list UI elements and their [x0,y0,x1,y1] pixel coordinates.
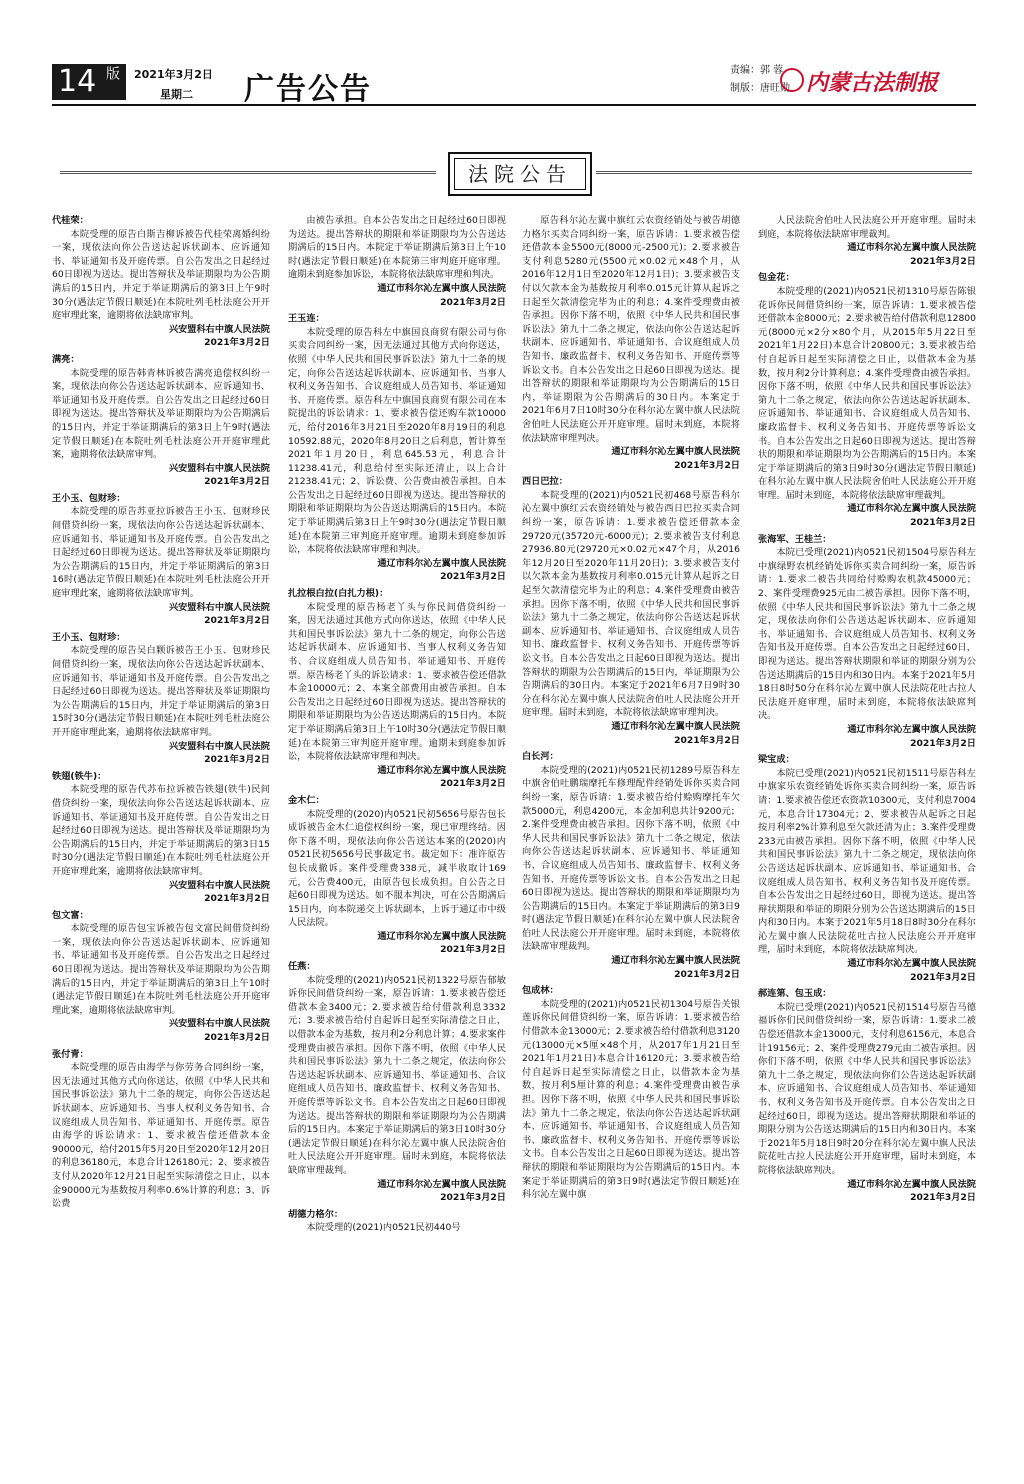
court-notice [52,909,270,1045]
notice-addressee: 包成林： [522,985,559,997]
editor: 责编：郭 蓉 [730,65,784,76]
court-notice [52,214,270,350]
column-2 [288,214,506,1476]
masthead-name: 内蒙古法制报 [806,70,939,96]
notice-body: 本院受理的(2021)内0521民初468号原告科尔沁左翼中旗红云农资经销处与被告西日巴拉买卖合同纠纷一案，原告诉请：1.要求被告偿还借款本金29720元(35720元-6000元)；2.要求被告支付利息27936.80元(29720元×0.02元×47个月，从2016年12月20日至2020年11月20日)；3.要求被告支付以欠款本金为基数按月利率0.015元计算从起诉之日起至欠款清偿完毕为止的利息；4.案件受理费由被告承担。因你下落不明，依照《中华人民共和国民事诉讼法》第九十二条之规定，依法向你公告送达起诉状副本、应诉通知书、举证通知书、合议庭组成人员告知书、廉政监督卡、权利义务告知书、开庭传票等诉讼文书。自本公告发出之日起60日即视为送达。提出答辩状的期限为公告期满后的15日内，举证期限为公告期满后的30日内。本案定于2021年6月7日9时30分在科尔沁左翼中旗人民法院舍伯吐人民法庭公开开庭审理。届时未到庭，本院将依法缺席审理判决。 [522,489,740,719]
court-notice [758,214,976,268]
notice-court: 通辽市科尔沁左翼中旗人民法院 [377,1178,506,1190]
banner-line-right [596,171,972,174]
page-number-box [52,64,126,100]
notice-date: 2021年3月2日 [910,517,976,529]
notice-court: 通辽市科尔沁左翼中旗人民法院 [847,1178,976,1190]
notice-date: 2021年3月2日 [910,737,976,749]
section-title: 广告公告 [244,72,372,107]
notice-court: 通辽市科尔沁左翼中旗人民法院 [847,958,976,970]
notice-date: 2021年3月2日 [440,571,506,583]
notice-date: 2021年3月2日 [440,944,506,956]
notice-court: 兴安盟科右中旗人民法院 [168,462,270,474]
notice-court: 通辽市科尔沁左翼中旗人民法院 [377,930,506,942]
notice-addressee: 满亮： [52,353,80,365]
notice-body: 本院受理的(2021)内0521民初440号 [306,1222,461,1234]
banner-title: 法院公告 [454,158,586,190]
notice-body: 本院受理的(2021)内0521民初1289号原告科左中旗舍伯吐鹏瑞摩托车修理配件经销处诉你买卖合同纠纷一案，原告诉请：1.要求被告给付赊购摩托车欠款5000元，利息4200元，本金加利息共计9200元；2.案件受理费由被告承担。因你下落不明，依照《中华人民共和国民事诉讼法》第九十二条之规定，依法向你公告送达起诉状副本、应诉通知书、举证通知书、合议庭组成人员告知书、廉政监督卡、权利义务告知书、开庭传票等诉讼文书。自本公告发出之日起60日即视为送达。提出答辩状的期限和举证期限均为公告期满后的15日内。本案定于举证期满后的第3日9时(遇法定节假日顺延)在科尔沁左翼中旗人民法院舍伯吐人民法庭公开开庭审理。届时未到庭，本院将依法缺席审理裁判。 [522,764,740,953]
notice-date: 2021年3月2日 [204,1032,270,1044]
notice-court: 兴安盟科右中旗人民法院 [168,601,270,613]
page-number: 14 [58,64,97,99]
notice-date: 2021年3月2日 [440,296,506,308]
notice-court: 兴安盟科右中旗人民法院 [168,323,270,335]
column-4 [758,214,976,1476]
notice-body: 本院受理的原告科左中旗国良商贸有限公司与你买卖合同纠纷一案，因无法通过其他方式向你送达，依照《中华人民共和国民事诉讼法》第九十二条的规定，向你公告送达起诉状副本、应诉通知书、当事人权利义务告知书、合议庭组成人员告知书、举证通知书、开庭传票。原告科左中旗国良商贸有限公司在本院提出的诉讼请求：1、要求被告偿还购车款10000元，给付2016年3月21日至2020年8月19日的利息10592.88元，2020年8月20日之后利息，暂计算至2021年1月20日，利息645.53元，利息合计11238.41元，利息给付至实际还清止，以上合计21238.41元；2、诉讼费、公告费由被告承担。自本公告发出之日起经过60日即视为送达。提出答辩状的期限和举证期限均为公告送达期满后的15日内。本院定于举证期满后第3日上午9时30分(遇法定节假日顺延)在本院第三审判庭开庭审理。逾期未到庭参加诉讼，本院将依法缺席审理和判决。 [288,326,506,556]
notice-date: 2021年3月2日 [910,971,976,983]
notice-body: 本院受理的原告包宝诉被告包文富民间借贷纠纷一案，现依法向你公告送达起诉状副本、应诉通知书、举证通知书及开庭传票。自公告发出之日起经过60日即视为送达。提出答辩状及举证期限均为公告期满后的15日内，并定于举证期满后的第3日上午10时(遇法定节假日顺延)在本院吐列毛杜法庭公开开庭审理此案，逾期将依法缺席审判。 [52,923,270,1016]
court-notice [758,271,976,529]
court-notice [288,214,506,309]
court-notice [522,750,740,981]
masthead-logo [806,66,938,97]
notice-addressee: 铁翅(铁牛)： [52,770,107,782]
issue-weekday: 星期二 [160,88,193,101]
notice-body: 本院受理的(2021)内0521民初1322号原告郁敏诉你民间借贷纠纷一案，原告诉请：1.要求被告偿还借款本金3400元；2.要求被告给付借款利息3332元；3.要求被告给付自起诉日起至实际清偿之日止，以借款本金为基数，按月利2分利息计算；4.要求案件受理费由被告承担。因你下落不明，依照《中华人民共和国民事诉讼法》第九十二条之规定，依法向你公告送达起诉状副本、应诉通知书、举证通知书、合议庭组成人员告知书、廉政监督卡、权利义务告知书、开庭传票等诉讼文书。自本公告发出之日起60日即视为送达。提出答辩状的期限和举证期限均为公告期满后的15日内。本案定于举证期满后的第3日10时30分(遇法定节假日顺延)在科尔沁左翼中旗人民法院舍伯吐人民法庭公开开庭审理。届时未到庭，本院将依法缺席审理裁判。 [288,974,506,1176]
notice-addressee: 任燕： [288,961,316,973]
notice-addressee: 王小玉、包财珍： [52,631,126,643]
notice-date: 2021年3月2日 [674,734,740,746]
notice-addressee: 包金花： [758,272,795,284]
notice-court: 兴安盟科右中旗人民法院 [168,1018,270,1030]
header-rule [52,104,976,106]
notice-court: 通辽市科尔沁左翼中旗人民法院 [377,557,506,569]
notice-court: 通辽市科尔沁左翼中旗人民法院 [847,723,976,735]
notice-addressee: 扎拉根白拉(白扎力根)： [288,588,389,600]
section-banner [448,152,592,196]
court-notice [288,1208,506,1235]
court-notice [52,770,270,906]
page-suffix: 版 [104,66,120,80]
court-notice [288,312,506,584]
notice-date: 2021年3月2日 [204,615,270,627]
notice-body: 人民法院舍伯吐人民法庭公开开庭审理。届时未到庭，本院将依法缺席审理裁判。 [758,215,976,240]
notice-body: 本院受理的原告苏亚拉诉被告王小玉、包财珍民间借贷纠纷一案，现依法向你公告送达起诉状副本、应诉通知书、举证通知书及开庭传票。自公告发出之日起经过60日即视为送达。提出答辩状及举证期限均为公告期满后的15日内，并定于举证期满后的第3日16时(遇法定节假日顺延)在本院吐列毛杜法庭公开开庭审理此案，逾期将依法缺席审判。 [52,506,270,600]
notice-court: 兴安盟科右中旗人民法院 [168,879,270,891]
notice-addressee: 王玉连： [288,313,325,325]
notice-court: 通辽市科尔沁左翼中旗人民法院 [847,503,976,515]
court-notice [758,533,976,751]
court-notice [52,353,270,489]
notice-body: 本院已受理(2021)内0521民初1504号原告科左中旗绿野农机经销处诉你买卖合同纠纷一案，原告诉请：1.要求二被告共同给付赊购农机款45000元；2、案件受理费925元由二被告承担。因你下落不明，依照《中华人民共和国民事诉讼法》第九十二条之规定，现依法向你们公告送达起诉状副本、应诉通知书、举证通知书、合议庭组成人员告知书、权利义务告知书及开庭传票。自本公告发出之日起经过60日，即视为送达。提出答辩状期限和举证的期限分别为公告送达期满后的15日内和30日内。本案于2021年5月18日8时50分在科尔沁左翼中旗人民法院花吐古拉人民法庭开庭审理，届时未到庭，本院将依法缺席判决。 [758,547,976,722]
notice-court: 通辽市科尔沁左翼中旗人民法院 [377,764,506,776]
notice-court: 通辽市科尔沁左翼中旗人民法院 [377,282,506,294]
notice-date: 2021年3月2日 [910,1192,976,1204]
notice-addressee: 郝连第、包玉成： [758,988,832,1000]
notice-court: 通辽市科尔沁左翼中旗人民法院 [611,955,740,967]
notice-body: 本院受理的(2021)内0521民初1310号原告陈银花诉你民间借贷纠纷一案，原告诉请：1.要求被告偿还借款本金8000元；2.要求被告给付借款利息12800元(8000元×2分×80个月，从2015年5月22日至2021年1月22日)本息合计20800元；3.要求被告给付自起诉日起至实际清偿之日止，以借款本金为基数，按月利2分计算利息；4.案件受理费由被告承担。因你下落不明，依照《中华人民共和国民事诉讼法》第九十二条之规定，依法向你公告送达起诉状副本、应诉通知书、举证通知书、合议庭组成人员告知书、廉政监督卡、权利义务告知书、开庭传票等诉讼文书。自本公告发出之日起60日即视为送达。提出答辩状的期限和举证期限均为公告期满后的15日内。本案定于举证期满后的第3日9时30分(遇法定节假日顺延)在科尔沁左翼中旗人民法院舍伯吐人民法庭公开开庭审理。届时未到庭，本院将依法缺席审理裁判。 [758,285,976,501]
notice-date: 2021年3月2日 [674,459,740,471]
court-notice [522,214,740,472]
notice-body: 本院受理的原告杨老丫头与你民间借贷纠纷一案，因无法通过其他方式向你送达，依照《中华人民共和国民事诉讼法》第九十二条的规定，向你公告送达起诉状副本、应诉通知书、当事人权利义务告知书、合议庭组成人员告知书、举证通知书、开庭传票。原告杨老丫头的诉讼请求：1、要求被告偿还借款本金10000元；2、本案全部费用由被告承担。自本公告发出之日起经过60日即视为送达。提出答辩状的期限和举证期限均为公告送达期满后的15日内。本院定于举证期满后第3日上午10时30分(遇法定节假日顺延)在本院第三审判庭开庭审理。逾期未到庭参加诉讼，本院将依法缺席审理和判决。 [288,601,506,763]
court-notice [288,960,506,1205]
notice-date: 2021年3月2日 [204,754,270,766]
layout-editor: 制版：唐旺勋 [730,83,790,94]
notice-court: 通辽市科尔沁左翼中旗人民法院 [611,446,740,458]
court-notice [52,492,270,628]
notice-addressee: 西日巴拉： [522,476,568,488]
column-3 [522,214,740,1476]
notice-addressee: 代桂荣： [52,215,89,226]
court-notice [758,987,976,1205]
court-notice [522,475,740,747]
logo-emblem-icon [780,68,804,92]
court-notice [52,631,270,767]
court-notice [758,753,976,984]
court-notice [52,1048,270,1211]
notice-body: 本院受理的(2020)内0521民初5656号原告包长成诉被告金木仁追偿权纠纷一案，现已审理终结。因你下落不明，现依法向你公告送达本案的(2020)内0521民初5656号民事裁定书。裁定如下：准许原告包长成撤诉。案件受理费338元，减半收取计169元，公告费400元，由原告包长成负担。自公告之日起60日即视为送达。如不服本判决，可在公告期满后15日内，向本院递交上诉状副本，上诉于通辽市中级人民法院。 [288,808,506,929]
notice-date: 2021年3月2日 [674,968,740,980]
banner-line-left [60,171,436,174]
notice-body: 本院受理的原告代苏布拉诉被告铁翅(铁牛)民间借贷纠纷一案，现依法向你公告送达起诉状副本、应诉通知书、举证通知书及开庭传票。自公告发出之日起经过60日即视为送达。提出答辩状及举证期限均为公告期满后的15日内，并定于举证期满后的第3日15时30分(遇法定节假日顺延)在本院吐列毛杜法庭公开开庭审理此案，逾期将依法缺席审判。 [52,784,270,877]
notice-addressee: 张付青： [52,1048,89,1060]
notice-addressee: 梁宝成： [758,754,795,766]
notice-body: 本院受理的原告吴白颗诉被告王小玉、包财珍民间借贷纠纷一案，现依法向你公告送达起诉状副本、应诉通知书、举证通知书及开庭传票。自公告发出之日起经过60日即视为送达。提出答辩状及举证期限均为公告期满后的15日内，并定于举证期满后的第3日15时30分(遇法定节假日顺延)在本院吐列毛杜法庭公开开庭审理此案，逾期将依法缺席审判。 [52,645,270,738]
page-header [52,60,980,108]
court-notice [288,794,506,957]
notice-body: 本院受理的原告韩青林诉被告满亮追偿权纠纷一案，现依法向你公告送达起诉状副本、应诉通知书、举证通知书及开庭传票。自公告发出之日起经过60日即视为送达。提出答辩状及举证期限均为公告期满后的15日内，并定于举证期满后的第3日上午9时(遇法定节假日顺延)在本院吐列毛杜法庭公开开庭审理此案，逾期将依法缺席审判。 [52,367,270,461]
notice-addressee: 王小玉、包财珍： [52,492,126,504]
notice-court: 通辽市科尔沁左翼中旗人民法院 [611,720,740,732]
notice-date: 2021年3月2日 [440,1192,506,1204]
notice-addressee: 白长河： [522,751,559,763]
notice-date: 2021年3月2日 [204,337,270,349]
notice-body: 本院已受理(2021)内0521民初1511号原告科左中旗家乐农资经销处诉你买卖合同纠纷一案，原告诉请：1.要求被告偿还农资款10300元，支付利息7004元，本息合计17304元；2、要求被告从起诉之日起按月利率2%计算利息至欠款还清为止；3.案件受理费233元由被告承担。因你下落不明，依照《中华人民共和国民事诉讼法》第九十二条之规定，现依法向你公告送达起诉状副本、应诉通知书、举证通知书、合议庭组成人员告知书、权利义务告知书及开庭传票。自本公告发出之日起经过60日，即视为送达。提出答辩状期限和举证的期限分别为公告送达期满后的15日内和30日内。本案于2021年5月18日8时30分在科尔沁左翼中旗人民法院花吐古拉人民法庭公开开庭审理，届时未到庭，本院将依法缺席判决。 [758,767,976,956]
notice-body: 原告科尔沁左翼中旗红云农资经销处与被告胡德力格尔买卖合同纠纷一案，原告诉请：1.要求被告偿还借款本金5500元(8000元-2500元)；2.要求被告支付利息5280元(5500元×0.02元×48个月，从2016年12月1日至2020年12月1日)；3.要求被告支付以欠款本金为基数按月利率0.015元计算从起诉之日起至欠款清偿完毕为止的利息；4.案件受理费由被告承担。因你下落不明，依照《中华人民共和国民事诉讼法》第九十二条之规定，依法向你公告送达起诉状副本、应诉通知书、举证通知书、合议庭组成人员告知书、廉政监督卡、权利义务告知书、开庭传票等诉讼文书。自本公告发出之日起60日即视为送达。提出答辩状的期限和举证期限均为公告期满后的15日内，举证期限为公告期满后的30日内。本案定于2021年6月7日10时30分在科尔沁左翼中旗人民法院舍伯吐人民法庭公开开庭审理。届时未到庭，本院将依法缺席审理判决。 [522,215,740,444]
notice-body: 本院已受理(2021)内0521民初1514号原告马德福诉你们民间借贷纠纷一案，原告诉请：1.要求二被告偿还借款本金13000元，支付利息6156元，本息合计19156元；2、案件受理费279元由二被告承担。因你们下落不明，依照《中华人民共和国民事诉讼法》第九十二条之规定，现依法向你们公告送达起诉状副本、应诉通知书、合议庭组成人员告知书、举证通知书、权利义务告知书及开庭传票。自本公告发出之日起经过60日，即视为送达。提出答辩状期限和举证的期限分别为公告送达期满后的15日内和30日内。本案于2021年5月18日9时20分在科尔沁左翼中旗人民法院花吐古拉人民法庭公开开庭审理，届时未到庭，本院将依法缺席判决。 [758,1001,976,1176]
notice-body: 本院受理的原告由海学与你劳务合同纠纷一案，因无法通过其他方式向你送达，依照《中华人民共和国民事诉讼法》第九十二条的规定，向你公告送达起诉状副本、应诉通知书、当事人权利义务告知书、合议庭组成人员告知书、举证通知书、开庭传票。原告由海学的诉讼请求：1、要求被告偿还借款本金90000元，给付2015年5月20日至2020年12月20日的利息36180元，本息合计126180元；2、要求被告支付从2020年12月21日起至实际清偿之日止，以本金90000元为基数按月利率0.6%计算的利息；3、诉讼费 [52,1062,270,1210]
notice-addressee: 包文富： [52,909,89,921]
notice-date: 2021年3月2日 [910,255,976,267]
notice-date: 2021年3月2日 [204,476,270,488]
court-notice [288,587,506,791]
notice-date: 2021年3月2日 [440,778,506,790]
notice-date: 2021年3月2日 [204,893,270,905]
column-1 [52,214,270,1476]
notice-addressee: 胡德力格尔： [288,1208,344,1220]
notice-court: 通辽市科尔沁左翼中旗人民法院 [847,242,976,254]
notice-body: 本院受理的(2021)内0521民初1304号原告关银莲诉你民间借贷纠纷一案，原告诉请：1.要求被告给付借款本金13000元；2.要求被告给付借款利息3120元(13000元×5厘×48个月，从2017年1月21日至2021年1月21日)本息合计16120元；3.要求被告给付自起诉日起至实际清偿之日止，以借款本金为基数，按月利5厘计算的利息；4.案件受理费由被告承担。因你下落不明，依照《中华人民共和国民事诉讼法》第九十二条之规定，依法向你公告送达起诉状副本、应诉通知书、举证通知书、合议庭组成人员告知书、廉政监督卡、权利义务告知书、开庭传票等诉讼文书。自本公告发出之日起60日即视为送达。提出答辩状的期限和举证期限均为公告期满后的15日内。本案定于举证期满后的第3日9时(遇法定节假日顺延)在科尔沁左翼中旗 [522,998,740,1201]
court-notice [522,984,740,1202]
notice-court: 兴安盟科右中旗人民法院 [168,740,270,752]
notice-body: 由被告承担。自本公告发出之日起经过60日即视为送达。提出答辩状的期限和举证期限均为公告送达期满后的15日内。本院定于举证期满后第3日上午10时(遇法定节假日顺延)在本院第三审判庭开庭审理。逾期未到庭参加诉讼，本院将依法缺席审理和判决。 [288,215,506,281]
notice-addressee: 张海军、王桂兰： [758,533,832,545]
notice-body: 本院受理的原告白斯吉柳诉被告代桂荣离婚纠纷一案，现依法向你公告送达起诉状副本、应诉通知书、举证通知书及开庭传票。自公告发出之日起经过60日即视为送达。提出答辩状及举证期限均为公告期满后的15日内，并定于举证期满后的第3日上午9时30分(遇法定节假日顺延)在本院吐列毛杜法庭公开开庭审理此案，逾期将依法缺席审判。 [52,228,270,322]
notice-addressee: 金木仁： [288,794,325,806]
issue-date: 2021年3月2日 [134,68,213,81]
